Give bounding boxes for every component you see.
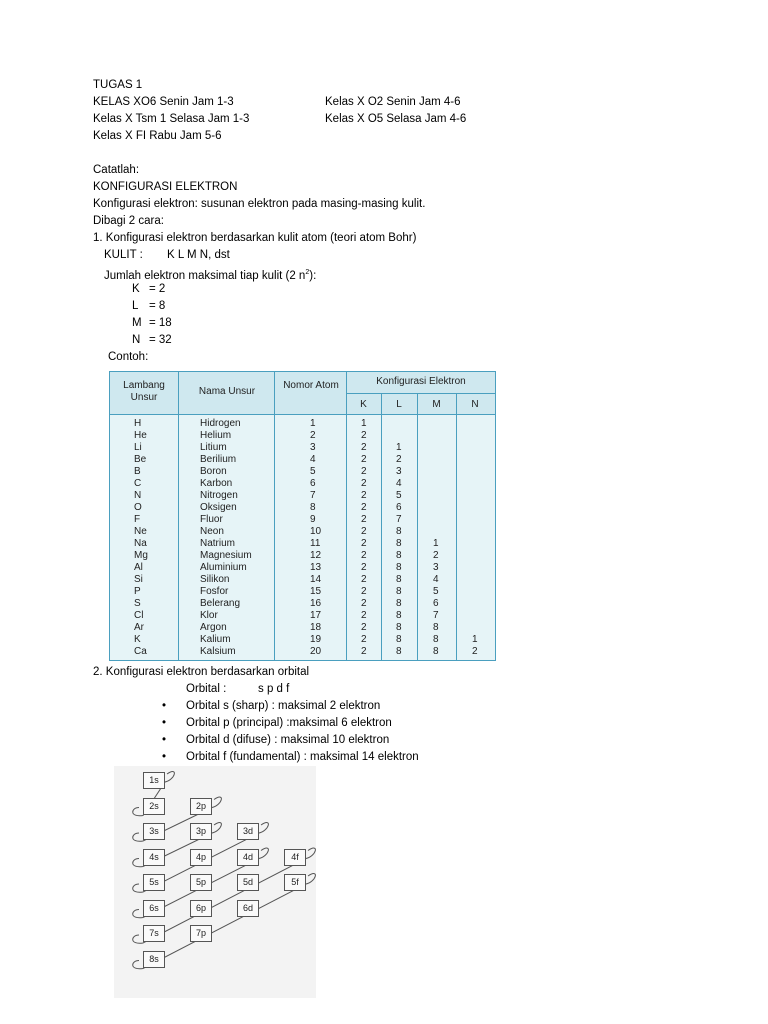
table-cell-k: 2 bbox=[361, 598, 367, 609]
table-cell-name: Litium bbox=[200, 442, 227, 453]
table-cell-name: Kalsium bbox=[200, 646, 236, 657]
table-cell-number: 8 bbox=[310, 502, 316, 513]
table-cell-number: 1 bbox=[310, 418, 316, 429]
table-cell-name: Magnesium bbox=[200, 550, 252, 561]
table-cell-number: 9 bbox=[310, 514, 316, 525]
table-cell-name: Oksigen bbox=[200, 502, 237, 513]
table-cell-l: 8 bbox=[396, 550, 402, 561]
bullet-orbital-d: Orbital d (difuse) : maksimal 10 elektron bbox=[186, 734, 390, 746]
table-cell-m: 7 bbox=[433, 610, 439, 621]
table-cell-l: 2 bbox=[396, 454, 402, 465]
orbital-filling-diagram bbox=[114, 766, 316, 998]
table-cell-l: 6 bbox=[396, 502, 402, 513]
max-electron-text bbox=[104, 265, 316, 284]
bullet-orbital-f: Orbital f (fundamental) : maksimal 14 elektron bbox=[186, 751, 419, 763]
table-cell-l: 8 bbox=[396, 598, 402, 609]
table-cell-l: 8 bbox=[396, 538, 402, 549]
method2-text: 2. Konfigurasi elektron berdasarkan orbital bbox=[93, 666, 310, 678]
section-heading: KONFIGURASI ELEKTRON bbox=[93, 181, 238, 193]
orbital-box-7p: 7p bbox=[190, 925, 212, 942]
table-cell-number: 6 bbox=[310, 478, 316, 489]
table-cell-symbol: Li bbox=[134, 442, 142, 453]
table-cell-k: 2 bbox=[361, 442, 367, 453]
shell-m-label: M bbox=[132, 317, 142, 329]
schedule-right-1: Kelas X O2 Senin Jam 4-6 bbox=[325, 96, 461, 108]
table-cell-symbol: S bbox=[134, 598, 141, 609]
bullet-icon: • bbox=[162, 717, 167, 729]
shell-n-value: = 32 bbox=[149, 334, 172, 346]
table-cell-symbol: Ca bbox=[134, 646, 147, 657]
table-cell-symbol: Na bbox=[134, 538, 147, 549]
table-cell-name: Boron bbox=[200, 466, 227, 477]
table-cell-m: 4 bbox=[433, 574, 439, 585]
table-cell-k: 2 bbox=[361, 562, 367, 573]
orbital-box-4s: 4s bbox=[143, 849, 165, 866]
schedule-left-3: Kelas X FI Rabu Jam 5-6 bbox=[93, 130, 222, 142]
bullet-icon: • bbox=[162, 734, 167, 746]
table-cell-k: 2 bbox=[361, 646, 367, 657]
table-cell-number: 5 bbox=[310, 466, 316, 477]
table-cell-name: Silikon bbox=[200, 574, 230, 585]
table-cell-name: Aluminium bbox=[200, 562, 247, 573]
divided-text: Dibagi 2 cara: bbox=[93, 215, 164, 227]
table-cell-name: Klor bbox=[200, 610, 218, 621]
table-cell-symbol: P bbox=[134, 586, 141, 597]
th-number: Nomor Atom bbox=[283, 380, 339, 391]
table-cell-k: 2 bbox=[361, 454, 367, 465]
table-cell-l: 8 bbox=[396, 586, 402, 597]
table-cell-number: 15 bbox=[310, 586, 322, 597]
th-shell-m: M bbox=[432, 399, 441, 410]
th-shell-k: K bbox=[360, 399, 367, 410]
orbital-box-7s: 7s bbox=[143, 925, 165, 942]
col-sep-2 bbox=[274, 372, 275, 660]
table-cell-k: 2 bbox=[361, 430, 367, 441]
table-cell-m: 5 bbox=[433, 586, 439, 597]
table-cell-l: 3 bbox=[396, 466, 402, 477]
max-sup: 2 bbox=[305, 269, 310, 276]
table-cell-l: 7 bbox=[396, 514, 402, 525]
orbital-box-4p: 4p bbox=[190, 849, 212, 866]
contoh-label: Contoh: bbox=[108, 351, 149, 363]
table-cell-k: 2 bbox=[361, 502, 367, 513]
table-cell-symbol: Mg bbox=[134, 550, 148, 561]
orbital-box-6s: 6s bbox=[143, 900, 165, 917]
table-cell-name: Kalium bbox=[200, 634, 231, 645]
bullet-icon: • bbox=[162, 700, 167, 712]
th-symbol: Lambang Unsur bbox=[123, 380, 165, 403]
shell-n-label: N bbox=[132, 334, 141, 346]
table-cell-number: 16 bbox=[310, 598, 322, 609]
orbital-box-3d: 3d bbox=[237, 823, 259, 840]
shell-k-value: = 2 bbox=[149, 283, 166, 295]
table-cell-l: 8 bbox=[396, 574, 402, 585]
table-cell-name: Nitrogen bbox=[200, 490, 238, 501]
orbital-box-6d: 6d bbox=[237, 900, 259, 917]
table-cell-symbol: C bbox=[134, 478, 142, 489]
table-cell-n: 1 bbox=[472, 634, 478, 645]
max-text: Jumlah elektron maksimal tiap kulit (2 n bbox=[104, 269, 306, 282]
table-cell-n: 2 bbox=[472, 646, 478, 657]
th-config: Konfigurasi Elektron bbox=[376, 376, 466, 387]
bullet-orbital-p: Orbital p (principal) :maksimal 6 elektron bbox=[186, 717, 392, 729]
bullet-orbital-s: Orbital s (sharp) : maksimal 2 elektron bbox=[186, 700, 381, 712]
orbital-box-5p: 5p bbox=[190, 874, 212, 891]
table-cell-k: 2 bbox=[361, 466, 367, 477]
orbital-box-4f: 4f bbox=[284, 849, 306, 866]
kulit-label: KULIT : bbox=[104, 249, 143, 261]
config-sub-sep bbox=[346, 393, 495, 394]
table-cell-number: 14 bbox=[310, 574, 322, 585]
table-cell-number: 2 bbox=[310, 430, 316, 441]
table-cell-m: 8 bbox=[433, 634, 439, 645]
table-cell-l: 8 bbox=[396, 562, 402, 573]
table-cell-m: 2 bbox=[433, 550, 439, 561]
table-cell-name: Neon bbox=[200, 526, 224, 537]
table-cell-k: 2 bbox=[361, 622, 367, 633]
table-cell-k: 2 bbox=[361, 490, 367, 501]
orbital-box-5f: 5f bbox=[284, 874, 306, 891]
table-cell-name: Karbon bbox=[200, 478, 233, 489]
electron-config-table bbox=[109, 371, 496, 661]
col-sep-5 bbox=[417, 393, 418, 660]
table-cell-number: 17 bbox=[310, 610, 322, 621]
bullet-icon: • bbox=[162, 751, 167, 763]
table-cell-name: Berilium bbox=[200, 454, 237, 465]
max-end: ): bbox=[309, 269, 317, 282]
table-cell-name: Helium bbox=[200, 430, 232, 441]
table-cell-number: 19 bbox=[310, 634, 322, 645]
table-cell-name: Hidrogen bbox=[200, 418, 241, 429]
table-cell-symbol: O bbox=[134, 502, 142, 513]
shell-l-value: = 8 bbox=[149, 300, 166, 312]
table-cell-k: 2 bbox=[361, 526, 367, 537]
table-cell-name: Argon bbox=[200, 622, 227, 633]
table-cell-m: 1 bbox=[433, 538, 439, 549]
col-sep-3 bbox=[346, 372, 347, 660]
schedule-right-2: Kelas X O5 Selasa Jam 4-6 bbox=[325, 113, 467, 125]
th-name: Nama Unsur bbox=[198, 386, 256, 397]
orbital-box-6p: 6p bbox=[190, 900, 212, 917]
table-cell-symbol: Ne bbox=[134, 526, 147, 537]
table-cell-number: 12 bbox=[310, 550, 322, 561]
shell-k-label: K bbox=[132, 283, 140, 295]
orbital-box-3p: 3p bbox=[190, 823, 212, 840]
col-sep-6 bbox=[456, 393, 457, 660]
orbital-box-4d: 4d bbox=[237, 849, 259, 866]
table-cell-name: Natrium bbox=[200, 538, 236, 549]
table-cell-symbol: K bbox=[134, 634, 141, 645]
schedule-left-1: KELAS XO6 Senin Jam 1-3 bbox=[93, 96, 234, 108]
table-cell-symbol: Al bbox=[134, 562, 143, 573]
table-cell-number: 3 bbox=[310, 442, 316, 453]
table-cell-name: Fluor bbox=[200, 514, 223, 525]
table-cell-l: 8 bbox=[396, 610, 402, 621]
table-cell-symbol: F bbox=[134, 514, 141, 525]
table-cell-k: 2 bbox=[361, 574, 367, 585]
table-cell-l: 8 bbox=[396, 622, 402, 633]
table-cell-symbol: Si bbox=[134, 574, 143, 585]
table-cell-l: 5 bbox=[396, 490, 402, 501]
table-cell-number: 11 bbox=[310, 538, 321, 549]
kulit-value: K L M N, dst bbox=[167, 249, 230, 261]
table-cell-m: 3 bbox=[433, 562, 439, 573]
table-cell-k: 2 bbox=[361, 478, 367, 489]
method1-text: 1. Konfigurasi elektron berdasarkan kulit atom (teori atom Bohr) bbox=[93, 232, 417, 244]
orbital-value: s p d f bbox=[258, 683, 290, 695]
col-sep-4 bbox=[381, 393, 382, 660]
orbital-box-1s: 1s bbox=[143, 772, 165, 789]
table-cell-symbol: Ar bbox=[134, 622, 144, 633]
shell-l-label: L bbox=[132, 300, 139, 312]
table-cell-k: 2 bbox=[361, 514, 367, 525]
table-cell-symbol: Cl bbox=[134, 610, 144, 621]
table-cell-number: 7 bbox=[310, 490, 316, 501]
table-cell-number: 10 bbox=[310, 526, 322, 537]
orbital-box-5s: 5s bbox=[143, 874, 165, 891]
table-cell-l: 8 bbox=[396, 526, 402, 537]
table-cell-symbol: N bbox=[134, 490, 142, 501]
page-title: TUGAS 1 bbox=[93, 79, 143, 91]
catatlah-label: Catatlah: bbox=[93, 164, 140, 176]
table-cell-l: 8 bbox=[396, 646, 402, 657]
table-cell-number: 4 bbox=[310, 454, 316, 465]
table-cell-l: 4 bbox=[396, 478, 402, 489]
th-shell-n: N bbox=[471, 399, 479, 410]
table-cell-symbol: H bbox=[134, 418, 142, 429]
table-cell-k: 2 bbox=[361, 550, 367, 561]
orbital-box-8s: 8s bbox=[143, 951, 165, 968]
table-cell-symbol: B bbox=[134, 466, 141, 477]
table-cell-l: 1 bbox=[396, 442, 402, 453]
table-cell-m: 8 bbox=[433, 646, 439, 657]
th-shell-l: L bbox=[396, 399, 402, 410]
schedule-left-2: Kelas X Tsm 1 Selasa Jam 1-3 bbox=[93, 113, 250, 125]
table-cell-number: 18 bbox=[310, 622, 322, 633]
table-cell-number: 13 bbox=[310, 562, 322, 573]
table-cell-name: Fosfor bbox=[200, 586, 229, 597]
table-cell-k: 2 bbox=[361, 586, 367, 597]
orbital-label: Orbital : bbox=[186, 683, 227, 695]
table-cell-k: 1 bbox=[361, 418, 367, 429]
orbital-box-3s: 3s bbox=[143, 823, 165, 840]
table-cell-k: 2 bbox=[361, 538, 367, 549]
table-cell-name: Belerang bbox=[200, 598, 241, 609]
table-cell-l: 8 bbox=[396, 634, 402, 645]
table-cell-k: 2 bbox=[361, 634, 367, 645]
table-cell-symbol: He bbox=[134, 430, 147, 441]
definition-text: Konfigurasi elektron: susunan elektron pada masing-masing kulit. bbox=[93, 198, 426, 210]
table-cell-k: 2 bbox=[361, 610, 367, 621]
table-cell-m: 6 bbox=[433, 598, 439, 609]
col-sep-1 bbox=[178, 372, 179, 660]
table-cell-symbol: Be bbox=[134, 454, 147, 465]
orbital-box-2p: 2p bbox=[190, 798, 212, 815]
orbital-box-5d: 5d bbox=[237, 874, 259, 891]
shell-m-value: = 18 bbox=[149, 317, 172, 329]
table-cell-number: 20 bbox=[310, 646, 322, 657]
orbital-box-2s: 2s bbox=[143, 798, 165, 815]
table-cell-m: 8 bbox=[433, 622, 439, 633]
